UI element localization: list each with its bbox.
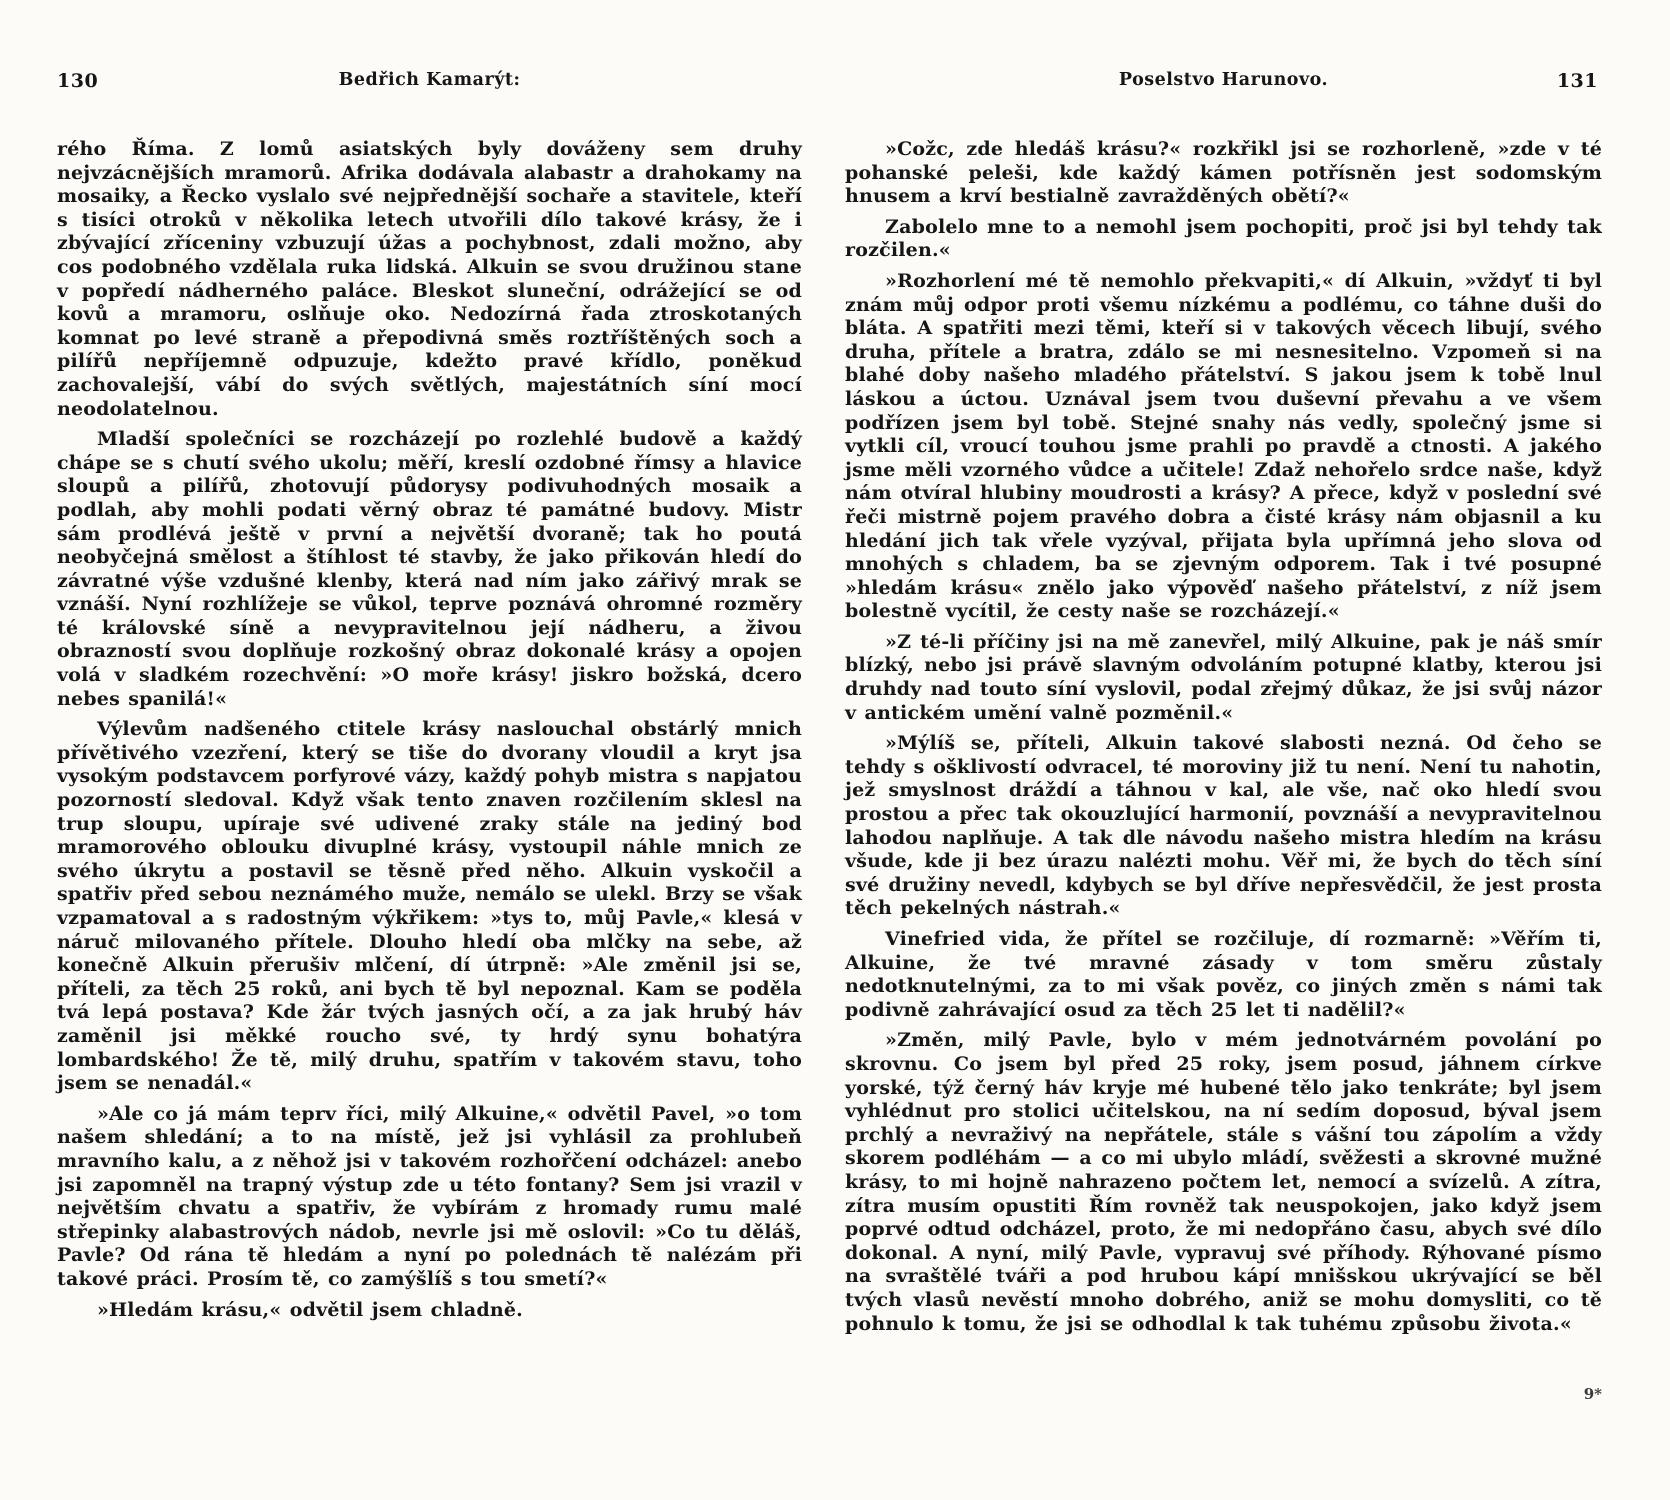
paragraph: »Ale co já mám teprv říci, milý Alkuine,« odvětil Pavel, »o tom našem shledání; a to na místě, jež jsi vyhlásil za prohlubeň mravního kalu, a z něhož jsi v takovém rozhořčení odcházel: anebo jsi zapomněl na trapný výstup zde u této fontany? Sem jsi vrazil v největším chvatu a spatřiv, že vybírám z hromady rumu malé střepinky alabastrových nádob, nevrle jsi mě oslovil: »Co tu děláš, Pavle? Od rána tě hledám a nyní po polednách tě nalézám při takové práci. Prosím tě, co zamýšlíš s tou smetí?« [57,1102,802,1290]
left-text-column [57,138,802,1322]
paragraph: Vinefried vida, že přítel se rozčiluje, dí rozmarně: »Věřím ti, Alkuine, že tvé mravné zásady v tom směru zůstaly nedotknutelnými, za to mi však pověz, co jiných změn s námi tak podivně zahrávající osud za těch 25 let ti nadělil?« [845,928,1602,1021]
page-130 [57,70,802,1329]
right-page-number: 131 [1556,70,1598,92]
paragraph: »Hledám krásu,« odvětil jsem chladně. [97,1298,523,1321]
paragraph: Mladší společníci se rozcházejí po rozlehlé budově a každý chápe se s chutí svého ukolu; měří, kreslí ozdobné římsy a hlavice sloupů a pilířů, zhotovují půdorysy podivuhodných mosaik a podlah, aby mohli podati věrný obraz té památné budovy. Mistr sám prodlévá ještě v první a největší dvoraně; tak ho poutá neobyčejná smělost a štíhlost té stavby, že jako přikován hledí do závratné výše vzdušné klenby, která nad ním jako zářivý mrak se vznáší. Nyní rozhlížeje se vůkol, teprve poznává ohromné rozměry té královské síně a nevypravitelnou její nádheru, a živou obrazností svou doplňuje rozkošný obraz dokonalé krásy a opojen volá v sladkém rozechvění: »O moře krásy! jiskro božská, dcero nebes spanilá!« [57,428,802,710]
signature-mark: 9* [1583,1385,1602,1403]
paragraph: »Z té-li příčiny jsi na mě zanevřel, milý Alkuine, pak je náš smír blízký, nebo jsi právě slavným odvoláním potupné klatby, kterou jsi druhdy nad touto síní vyslovil, podal zřejmý důkaz, že jsi svůj názor v antickém umění valně pozměnil.« [845,630,1602,724]
left-page-number: 130 [57,70,99,92]
paragraph: »Změn, milý Pavle, bylo v mém jednotvárném povolání po skrovnu. Co jsem byl před 25 roky, jsem posud, jáhnem církve yorské, týž černý háv kryje mé hubené tělo jako tenkráte; byl jsem vyhlédnut pro stolici učitelskou, na ní sedím doposud, býval jsem prchlý a nevraživý na nepřátele, stále s vášní tou zápolím a vždy skorem podléhám — a co mi ubylo mládí, svěžesti a skrovné mužné krásy, to mi hojně nahrazeno počtem let, nemocí a svízelů. A zítra, zítra musím opustiti Řím rovněž tak neuspokojen, jako když jsem poprvé odtud odcházel, proto, že mi nedopřáno času, abych své dílo dokonal. A nyní, milý Pavle, vypravuj své příhody. Rýhované písmo na svraštělé tváři a pod hrubou kápí mnišskou ukrývající se běl tvých vlasů nevěstí mnoho dobrého, aniž se mohu domysliti, co tě pohnulo k tomu, že jsi se odhodlal k tak tuhému způsobu života.« [845,1029,1602,1335]
paragraph: Zabolelo mne to a nemohl jsem pochopiti, proč jsi byl tehdy tak rozčilen.« [845,215,1602,262]
right-text-column [845,138,1602,1336]
paragraph: rého Říma. Z lomů asiatských byly dováženy sem druhy nejvzácnějších mramorů. Afrika dodávala alabastr a drahokamy na mosaiky, a Řecko vyslalo své nejpřednější sochaře a stavitele, kteří s tisíci otroků v několika letech utvořili dílo takové krásy, že i zbývající zříceniny vzbuzují úžas a pochybnost, zdali možno, aby cos podobného vzdělala ruka lidská. Alkuin se svou družinou stane v popředí nádherného paláce. Bleskot sluneční, odrážející se od kovů a mramoru, oslňuje oko. Nedozírná řada ztroskotaných komnat po levé straně a přepodivná směs roztříštěných soch a pilířů nepříjemně odpuzuje, kdežto pravé křídlo, poněkud zachovalejší, vábí do svých světlých, majestátních síní mocí neodolatelnou. [57,138,802,420]
paragraph: »Mýlíš se, příteli, Alkuin takové slabosti nezná. Od čeho se tehdy s ošklivostí odvracel, té moroviny již tu není. Není tu nahotin, jež smyslnost dráždí a táhnou v kal, ale vše, nač oko hledí svou prostou a přec tak okouzlující harmonií, povznáší a nevypravitelnou lahodou naplňuje. A tak dle návodu našeho mistra hledím na krásu všude, kde ji bez úrazu nalézti mohu. Věř mi, že bych do těch síní své družiny nevedl, kdybych se byl dříve nepřesvědčil, že jest prosta těch pekelných nástrah.« [845,732,1602,920]
paragraph: »Cožc, zde hledáš krásu?« rozkřikl jsi se rozhorleně, »zde v té pohanské peleši, kde každý kámen potřísněn jest sodomským hnusem a krví bestialně zavražděných obětí?« [845,138,1602,208]
right-page-header [845,70,1602,100]
paragraph: »Rozhorlení mé tě nemohlo překvapiti,« dí Alkuin, »vždyť ti byl znám můj odpor proti všemu nízkému a podlému, co táhne duši do bláta. A spatřiti mezi těmi, kteří si v takových věcech libují, svého druha, přítele a bratra, zdálo se mi nesnesitelno. Vzpomeň si na blahé doby našeho mladého přátelství. S jakou jsem k tobě lnul láskou a úctou. Uznával jsem tvou duševní převahu a ve všem podřízen jsem byl tobě. Stejné snahy nás vedly, společný jsme si vytkli cíl, vroucí touhou jsme prahli po pravdě a ctnosti. A jakého jsme měli vzorného vůdce a učitele! Zdaž nehořelo srdce naše, když nám otvíral hlubiny moudrosti a krásy? A přece, když v poslední své řeči mistrně pojem pravého dobra a čisté krásy nám objasnil a ku hledání jich tak vřele vyzýval, přijata byla upřímná jeho slova od mnohých s chladem, ba se zjevným odporem. Tak i tvé posupné »hledám krásu« znělo jako výpověď našeho přátelství, z níž jsem bolestně vycítil, že cesty naše se rozcházejí.« [845,269,1602,623]
left-running-header: Bedřich Kamarýt: [338,70,521,90]
left-page-header [57,70,802,100]
right-running-header: Poselstvo Harunovo. [1118,70,1329,90]
paragraph: Výlevům nadšeného ctitele krásy naslouchal obstárlý mnich přívětivého vzezření, který se tiše do dvorany vloudil a kryt jsa vysokým podstavcem porfyrové vázy, každý pohyb mistra s napjatou pozorností sledoval. Když však tento znaven rozčilením sklesl na trup sloupu, upíraje své udivené zraky stále na jediný bod mramorového oblouku divuplné krásy, vystoupil náhle mnich ze svého úkrytu a postavil se těsně před něho. Alkuin vyskočil a spatřiv před sebou neznámého muže, nemálo se ulekl. Brzy se však vzpamatoval a s radostným výkřikem: »tys to, můj Pavle,« klesá v náruč milovaného přítele. Dlouho hledí oba mlčky na sebe, až konečně Alkuin přerušiv mlčení, dí útrpně: »Ale změnil jsi se, příteli, za těch 25 roků, ani bych tě byl nepoznal. Kam se poděla tvá lepá postava? Kde žár tvých jasných očí, a za jak hrubý háv zaměnil jsi měkké roucho své, ty hrdý synu bohatýra lombardského! Že tě, milý druhu, spatřím v takovém stavu, toho jsem se nenadál.« [57,718,802,1095]
page-131 [845,70,1602,1343]
